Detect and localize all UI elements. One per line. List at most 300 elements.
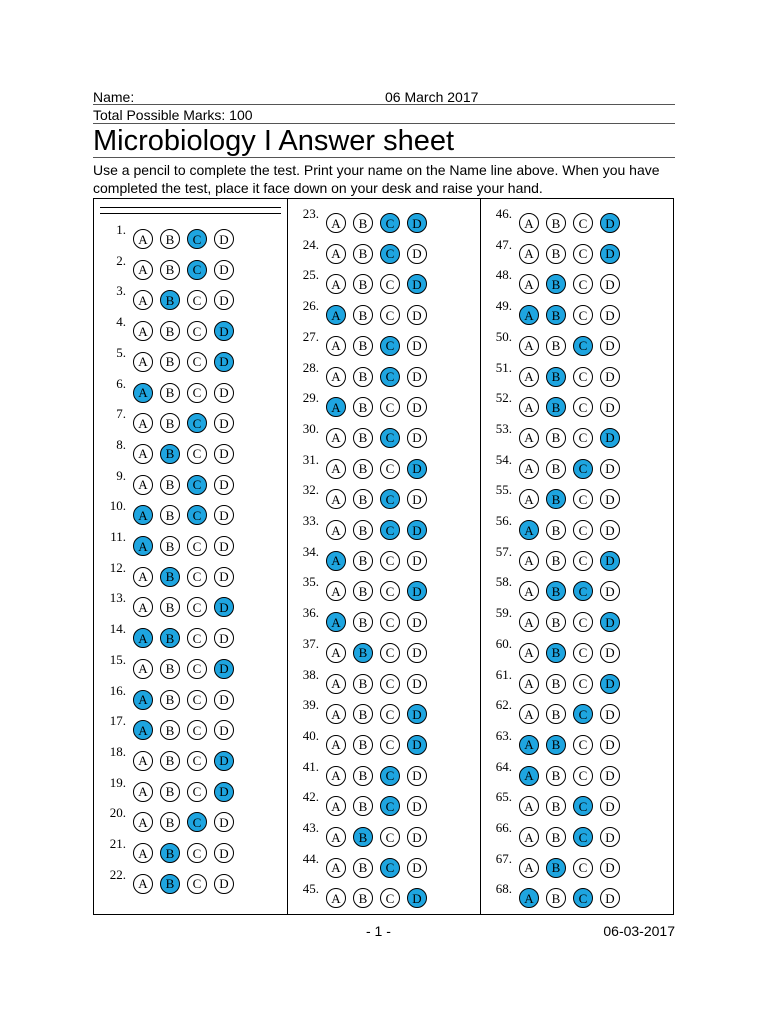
choice-d-bubble[interactable]: D [600, 274, 620, 294]
choice-c-bubble[interactable]: C [187, 536, 207, 556]
choice-a-bubble[interactable]: A [519, 551, 539, 571]
choice-c-bubble[interactable]: C [573, 704, 593, 724]
choice-c-bubble[interactable]: C [380, 858, 400, 878]
choice-b-bubble[interactable]: B [546, 489, 566, 509]
choice-d-bubble[interactable]: D [407, 827, 427, 847]
choice-d-bubble[interactable]: D [600, 489, 620, 509]
choice-a-bubble[interactable]: A [133, 413, 153, 433]
choice-c-bubble[interactable]: C [380, 551, 400, 571]
question-number: 15. [109, 651, 126, 667]
choice-c-bubble[interactable]: C [380, 827, 400, 847]
choice-b-bubble[interactable]: B [353, 612, 373, 632]
choice-c-bubble[interactable]: C [380, 336, 400, 356]
choice-a-bubble[interactable]: A [133, 290, 153, 310]
choice-c-bubble[interactable]: C [380, 489, 400, 509]
question-number: 28. [302, 359, 319, 375]
choice-c-bubble[interactable]: C [573, 827, 593, 847]
choice-d-bubble[interactable]: D [600, 551, 620, 571]
choice-a-bubble[interactable]: A [133, 536, 153, 556]
choice-a-bubble[interactable]: A [326, 274, 346, 294]
choice-a-bubble[interactable]: A [519, 796, 539, 816]
choice-b-bubble[interactable]: B [160, 720, 180, 740]
choice-b-bubble[interactable]: B [546, 643, 566, 663]
choice-a-bubble[interactable]: A [519, 858, 539, 878]
choice-b-bubble[interactable]: B [160, 690, 180, 710]
choice-a-bubble[interactable]: A [326, 397, 346, 417]
choice-d-bubble[interactable]: D [600, 367, 620, 387]
choice-c-bubble[interactable]: C [187, 690, 207, 710]
choice-a-bubble[interactable]: A [519, 766, 539, 786]
choice-d-bubble[interactable]: D [214, 321, 234, 341]
choice-c-bubble[interactable]: C [380, 305, 400, 325]
choice-a-bubble[interactable]: A [519, 888, 539, 908]
choice-a-bubble[interactable]: A [326, 643, 346, 663]
choice-b-bubble[interactable]: B [546, 888, 566, 908]
choice-b-bubble[interactable]: B [160, 659, 180, 679]
choice-a-bubble[interactable]: A [133, 505, 153, 525]
choice-c-bubble[interactable]: C [573, 520, 593, 540]
choice-c-bubble[interactable]: C [380, 397, 400, 417]
choice-c-bubble[interactable]: C [573, 489, 593, 509]
choice-a-bubble[interactable]: A [326, 704, 346, 724]
question-number: 13. [109, 590, 126, 606]
choice-d-bubble[interactable]: D [407, 612, 427, 632]
choice-b-bubble[interactable]: B [353, 489, 373, 509]
choice-b-bubble[interactable]: B [160, 597, 180, 617]
choice-a-bubble[interactable]: A [326, 520, 346, 540]
choice-d-bubble[interactable]: D [214, 505, 234, 525]
choice-d-bubble[interactable]: D [214, 260, 234, 280]
choice-c-bubble[interactable]: C [187, 352, 207, 372]
choice-a-bubble[interactable]: A [133, 444, 153, 464]
choice-c-bubble[interactable]: C [573, 735, 593, 755]
choice-d-bubble[interactable]: D [407, 674, 427, 694]
choice-d-bubble[interactable]: D [407, 796, 427, 816]
choice-d-bubble[interactable]: D [214, 352, 234, 372]
choice-b-bubble[interactable]: B [353, 643, 373, 663]
choice-c-bubble[interactable]: C [187, 413, 207, 433]
choice-d-bubble[interactable]: D [407, 244, 427, 264]
choice-c-bubble[interactable]: C [187, 475, 207, 495]
choice-c-bubble[interactable]: C [573, 428, 593, 448]
choice-b-bubble[interactable]: B [546, 305, 566, 325]
choice-a-bubble[interactable]: A [133, 782, 153, 802]
choice-b-bubble[interactable]: B [546, 459, 566, 479]
choice-d-bubble[interactable]: D [600, 704, 620, 724]
choice-a-bubble[interactable]: A [519, 643, 539, 663]
choice-b-bubble[interactable]: B [546, 766, 566, 786]
choice-b-bubble[interactable]: B [353, 581, 373, 601]
choice-c-bubble[interactable]: C [573, 367, 593, 387]
question-number: 44. [302, 850, 319, 866]
choice-a-bubble[interactable]: A [133, 720, 153, 740]
choice-a-bubble[interactable]: A [326, 551, 346, 571]
choice-d-bubble[interactable]: D [407, 367, 427, 387]
choice-b-bubble[interactable]: B [160, 290, 180, 310]
answer-grid [93, 198, 674, 915]
choice-b-bubble[interactable]: B [353, 827, 373, 847]
choice-a-bubble[interactable]: A [519, 612, 539, 632]
question-number: 58. [495, 574, 512, 590]
choice-c-bubble[interactable]: C [380, 704, 400, 724]
choice-c-bubble[interactable]: C [187, 229, 207, 249]
question-number: 39. [302, 697, 319, 713]
choice-d-bubble[interactable]: D [214, 812, 234, 832]
choice-d-bubble[interactable]: D [407, 766, 427, 786]
choice-b-bubble[interactable]: B [353, 305, 373, 325]
choice-b-bubble[interactable]: B [546, 704, 566, 724]
choice-a-bubble[interactable]: A [133, 567, 153, 587]
choice-a-bubble[interactable]: A [519, 674, 539, 694]
choice-b-bubble[interactable]: B [353, 551, 373, 571]
choice-c-bubble[interactable]: C [573, 858, 593, 878]
choice-a-bubble[interactable]: A [133, 690, 153, 710]
choice-b-bubble[interactable]: B [546, 796, 566, 816]
choice-b-bubble[interactable]: B [353, 428, 373, 448]
choice-a-bubble[interactable]: A [326, 888, 346, 908]
choice-b-bubble[interactable]: B [160, 536, 180, 556]
choice-c-bubble[interactable]: C [187, 505, 207, 525]
choice-d-bubble[interactable]: D [407, 459, 427, 479]
choice-b-bubble[interactable]: B [160, 843, 180, 863]
question-number: 26. [302, 298, 319, 314]
choice-c-bubble[interactable]: C [573, 336, 593, 356]
choice-c-bubble[interactable]: C [187, 782, 207, 802]
choice-c-bubble[interactable]: C [380, 643, 400, 663]
choice-c-bubble[interactable]: C [380, 459, 400, 479]
choice-d-bubble[interactable]: D [214, 536, 234, 556]
choice-d-bubble[interactable]: D [600, 796, 620, 816]
choice-b-bubble[interactable]: B [353, 397, 373, 417]
choice-c-bubble[interactable]: C [573, 612, 593, 632]
total-marks: Total Possible Marks: 100 [93, 107, 253, 123]
choice-d-bubble[interactable]: D [600, 336, 620, 356]
choice-a-bubble[interactable]: A [519, 274, 539, 294]
question-number: 67. [495, 850, 512, 866]
choice-d-bubble[interactable]: D [214, 782, 234, 802]
choice-d-bubble[interactable]: D [600, 213, 620, 233]
choice-d-bubble[interactable]: D [407, 428, 427, 448]
choice-a-bubble[interactable]: A [133, 812, 153, 832]
choice-a-bubble[interactable]: A [519, 735, 539, 755]
choice-b-bubble[interactable]: B [353, 520, 373, 540]
choice-a-bubble[interactable]: A [326, 459, 346, 479]
choice-a-bubble[interactable]: A [326, 612, 346, 632]
choice-b-bubble[interactable]: B [353, 796, 373, 816]
column-divider [480, 199, 481, 914]
choice-c-bubble[interactable]: C [187, 260, 207, 280]
choice-a-bubble[interactable]: A [133, 321, 153, 341]
choice-b-bubble[interactable]: B [546, 367, 566, 387]
choice-b-bubble[interactable]: B [546, 520, 566, 540]
choice-b-bubble[interactable]: B [546, 735, 566, 755]
choice-b-bubble[interactable]: B [160, 567, 180, 587]
choice-a-bubble[interactable]: A [519, 520, 539, 540]
choice-c-bubble[interactable]: C [187, 628, 207, 648]
choice-c-bubble[interactable]: C [187, 383, 207, 403]
choice-a-bubble[interactable]: A [133, 383, 153, 403]
choice-c-bubble[interactable]: C [380, 367, 400, 387]
choice-c-bubble[interactable]: C [573, 674, 593, 694]
column-divider [287, 199, 288, 914]
choice-b-bubble[interactable]: B [353, 459, 373, 479]
choice-b-bubble[interactable]: B [353, 367, 373, 387]
choice-d-bubble[interactable]: D [600, 858, 620, 878]
choice-b-bubble[interactable]: B [160, 383, 180, 403]
choice-a-bubble[interactable]: A [326, 766, 346, 786]
choice-a-bubble[interactable]: A [519, 244, 539, 264]
question-number: 19. [109, 774, 126, 790]
question-number: 6. [116, 375, 126, 391]
choice-d-bubble[interactable]: D [600, 520, 620, 540]
choice-d-bubble[interactable]: D [214, 659, 234, 679]
choice-a-bubble[interactable]: A [519, 336, 539, 356]
choice-d-bubble[interactable]: D [600, 397, 620, 417]
choice-a-bubble[interactable]: A [326, 489, 346, 509]
choice-b-bubble[interactable]: B [546, 581, 566, 601]
choice-c-bubble[interactable]: C [573, 459, 593, 479]
choice-c-bubble[interactable]: C [187, 874, 207, 894]
choice-a-bubble[interactable]: A [519, 704, 539, 724]
choice-c-bubble[interactable]: C [187, 812, 207, 832]
choice-b-bubble[interactable]: B [160, 874, 180, 894]
footer-date: 06-03-2017 [603, 923, 675, 939]
choice-a-bubble[interactable]: A [133, 260, 153, 280]
choice-b-bubble[interactable]: B [160, 413, 180, 433]
choice-d-bubble[interactable]: D [407, 520, 427, 540]
choice-d-bubble[interactable]: D [600, 888, 620, 908]
question-number: 55. [495, 482, 512, 498]
choice-b-bubble[interactable]: B [160, 812, 180, 832]
choice-a-bubble[interactable]: A [326, 827, 346, 847]
choice-d-bubble[interactable]: D [407, 274, 427, 294]
choice-b-bubble[interactable]: B [160, 628, 180, 648]
choice-c-bubble[interactable]: C [380, 581, 400, 601]
choice-c-bubble[interactable]: C [380, 674, 400, 694]
choice-c-bubble[interactable]: C [380, 766, 400, 786]
choice-b-bubble[interactable]: B [353, 213, 373, 233]
choice-d-bubble[interactable]: D [407, 397, 427, 417]
choice-a-bubble[interactable]: A [326, 367, 346, 387]
choice-d-bubble[interactable]: D [600, 735, 620, 755]
choice-d-bubble[interactable]: D [214, 229, 234, 249]
choice-d-bubble[interactable]: D [214, 690, 234, 710]
choice-a-bubble[interactable]: A [519, 489, 539, 509]
choice-b-bubble[interactable]: B [353, 274, 373, 294]
choice-a-bubble[interactable]: A [326, 674, 346, 694]
choice-c-bubble[interactable]: C [380, 244, 400, 264]
question-number: 37. [302, 635, 319, 651]
choice-d-bubble[interactable]: D [214, 567, 234, 587]
choice-b-bubble[interactable]: B [160, 505, 180, 525]
choice-d-bubble[interactable]: D [600, 428, 620, 448]
choice-b-bubble[interactable]: B [353, 888, 373, 908]
choice-a-bubble[interactable]: A [133, 597, 153, 617]
choice-d-bubble[interactable]: D [214, 720, 234, 740]
choice-d-bubble[interactable]: D [600, 459, 620, 479]
choice-d-bubble[interactable]: D [600, 305, 620, 325]
choice-d-bubble[interactable]: D [407, 489, 427, 509]
choice-c-bubble[interactable]: C [573, 213, 593, 233]
choice-d-bubble[interactable]: D [407, 213, 427, 233]
choice-a-bubble[interactable]: A [133, 628, 153, 648]
choice-c-bubble[interactable]: C [573, 888, 593, 908]
choice-a-bubble[interactable]: A [133, 874, 153, 894]
choice-a-bubble[interactable]: A [133, 659, 153, 679]
question-number: 24. [302, 236, 319, 252]
choice-d-bubble[interactable]: D [214, 413, 234, 433]
choice-b-bubble[interactable]: B [160, 260, 180, 280]
choice-b-bubble[interactable]: B [546, 674, 566, 694]
name-line [93, 104, 675, 105]
choice-c-bubble[interactable]: C [187, 843, 207, 863]
choice-c-bubble[interactable]: C [187, 720, 207, 740]
choice-d-bubble[interactable]: D [407, 643, 427, 663]
choice-c-bubble[interactable]: C [380, 213, 400, 233]
choice-c-bubble[interactable]: C [380, 428, 400, 448]
choice-c-bubble[interactable]: C [573, 766, 593, 786]
choice-d-bubble[interactable]: D [600, 581, 620, 601]
choice-d-bubble[interactable]: D [214, 874, 234, 894]
choice-c-bubble[interactable]: C [380, 735, 400, 755]
choice-a-bubble[interactable]: A [133, 475, 153, 495]
choice-c-bubble[interactable]: C [573, 643, 593, 663]
choice-b-bubble[interactable]: B [160, 229, 180, 249]
choice-b-bubble[interactable]: B [546, 213, 566, 233]
choice-d-bubble[interactable]: D [214, 290, 234, 310]
choice-d-bubble[interactable]: D [214, 444, 234, 464]
choice-a-bubble[interactable]: A [519, 581, 539, 601]
choice-c-bubble[interactable]: C [380, 274, 400, 294]
choice-a-bubble[interactable]: A [326, 213, 346, 233]
choice-b-bubble[interactable]: B [160, 321, 180, 341]
choice-c-bubble[interactable]: C [187, 290, 207, 310]
choice-c-bubble[interactable]: C [187, 444, 207, 464]
choice-b-bubble[interactable]: B [546, 612, 566, 632]
choice-b-bubble[interactable]: B [353, 735, 373, 755]
choice-d-bubble[interactable]: D [600, 643, 620, 663]
choice-a-bubble[interactable]: A [519, 397, 539, 417]
choice-d-bubble[interactable]: D [214, 597, 234, 617]
choice-d-bubble[interactable]: D [600, 612, 620, 632]
question-number: 52. [495, 390, 512, 406]
question-number: 2. [116, 252, 126, 268]
question-number: 57. [495, 543, 512, 559]
choice-d-bubble[interactable]: D [407, 336, 427, 356]
choice-a-bubble[interactable]: A [519, 827, 539, 847]
choice-b-bubble[interactable]: B [160, 475, 180, 495]
choice-a-bubble[interactable]: A [519, 213, 539, 233]
choice-b-bubble[interactable]: B [546, 428, 566, 448]
choice-a-bubble[interactable]: A [326, 735, 346, 755]
choice-c-bubble[interactable]: C [187, 659, 207, 679]
question-number: 33. [302, 513, 319, 528]
choice-a-bubble[interactable]: A [519, 428, 539, 448]
choice-b-bubble[interactable]: B [546, 336, 566, 356]
choice-c-bubble[interactable]: C [573, 581, 593, 601]
choice-a-bubble[interactable]: A [519, 305, 539, 325]
choice-c-bubble[interactable]: C [380, 520, 400, 540]
question-number: 17. [109, 713, 126, 729]
choice-b-bubble[interactable]: B [353, 336, 373, 356]
choice-c-bubble[interactable]: C [573, 397, 593, 417]
choice-d-bubble[interactable]: D [407, 888, 427, 908]
choice-a-bubble[interactable]: A [133, 352, 153, 372]
choice-d-bubble[interactable]: D [407, 551, 427, 571]
choice-d-bubble[interactable]: D [600, 674, 620, 694]
question-number: 50. [495, 328, 512, 344]
choice-a-bubble[interactable]: A [133, 229, 153, 249]
choice-a-bubble[interactable]: A [326, 336, 346, 356]
choice-c-bubble[interactable]: C [573, 796, 593, 816]
choice-d-bubble[interactable]: D [214, 751, 234, 771]
question-number: 9. [116, 467, 126, 483]
choice-d-bubble[interactable]: D [407, 704, 427, 724]
choice-b-bubble[interactable]: B [546, 827, 566, 847]
choice-d-bubble[interactable]: D [214, 475, 234, 495]
choice-b-bubble[interactable]: B [546, 244, 566, 264]
choice-a-bubble[interactable]: A [326, 858, 346, 878]
choice-c-bubble[interactable]: C [187, 751, 207, 771]
choice-a-bubble[interactable]: A [133, 751, 153, 771]
choice-b-bubble[interactable]: B [546, 274, 566, 294]
choice-a-bubble[interactable]: A [326, 305, 346, 325]
choice-c-bubble[interactable]: C [380, 888, 400, 908]
choice-c-bubble[interactable]: C [187, 567, 207, 587]
choice-a-bubble[interactable]: A [326, 428, 346, 448]
choice-a-bubble[interactable]: A [326, 796, 346, 816]
choice-d-bubble[interactable]: D [214, 843, 234, 863]
choice-a-bubble[interactable]: A [133, 843, 153, 863]
choice-d-bubble[interactable]: D [407, 858, 427, 878]
choice-d-bubble[interactable]: D [407, 581, 427, 601]
choice-b-bubble[interactable]: B [353, 674, 373, 694]
choice-c-bubble[interactable]: C [573, 305, 593, 325]
choice-b-bubble[interactable]: B [353, 766, 373, 786]
choice-a-bubble[interactable]: A [326, 244, 346, 264]
choice-d-bubble[interactable]: D [600, 766, 620, 786]
question-number: 25. [302, 267, 319, 283]
choice-c-bubble[interactable]: C [380, 796, 400, 816]
question-number: 20. [109, 805, 126, 821]
choice-c-bubble[interactable]: C [573, 274, 593, 294]
choice-c-bubble[interactable]: C [573, 244, 593, 264]
choice-b-bubble[interactable]: B [353, 704, 373, 724]
choice-d-bubble[interactable]: D [407, 305, 427, 325]
choice-b-bubble[interactable]: B [160, 352, 180, 372]
choice-b-bubble[interactable]: B [160, 751, 180, 771]
choice-d-bubble[interactable]: D [214, 383, 234, 403]
choice-c-bubble[interactable]: C [187, 321, 207, 341]
choice-c-bubble[interactable]: C [380, 612, 400, 632]
choice-a-bubble[interactable]: A [519, 459, 539, 479]
choice-b-bubble[interactable]: B [546, 397, 566, 417]
choice-d-bubble[interactable]: D [407, 735, 427, 755]
choice-d-bubble[interactable]: D [600, 827, 620, 847]
choice-a-bubble[interactable]: A [326, 581, 346, 601]
choice-a-bubble[interactable]: A [519, 367, 539, 387]
choice-c-bubble[interactable]: C [187, 597, 207, 617]
choice-b-bubble[interactable]: B [353, 244, 373, 264]
choice-b-bubble[interactable]: B [353, 858, 373, 878]
choice-b-bubble[interactable]: B [546, 858, 566, 878]
choice-c-bubble[interactable]: C [573, 551, 593, 571]
choice-b-bubble[interactable]: B [160, 444, 180, 464]
choice-d-bubble[interactable]: D [214, 628, 234, 648]
choice-b-bubble[interactable]: B [160, 782, 180, 802]
choice-d-bubble[interactable]: D [600, 244, 620, 264]
choice-b-bubble[interactable]: B [546, 551, 566, 571]
